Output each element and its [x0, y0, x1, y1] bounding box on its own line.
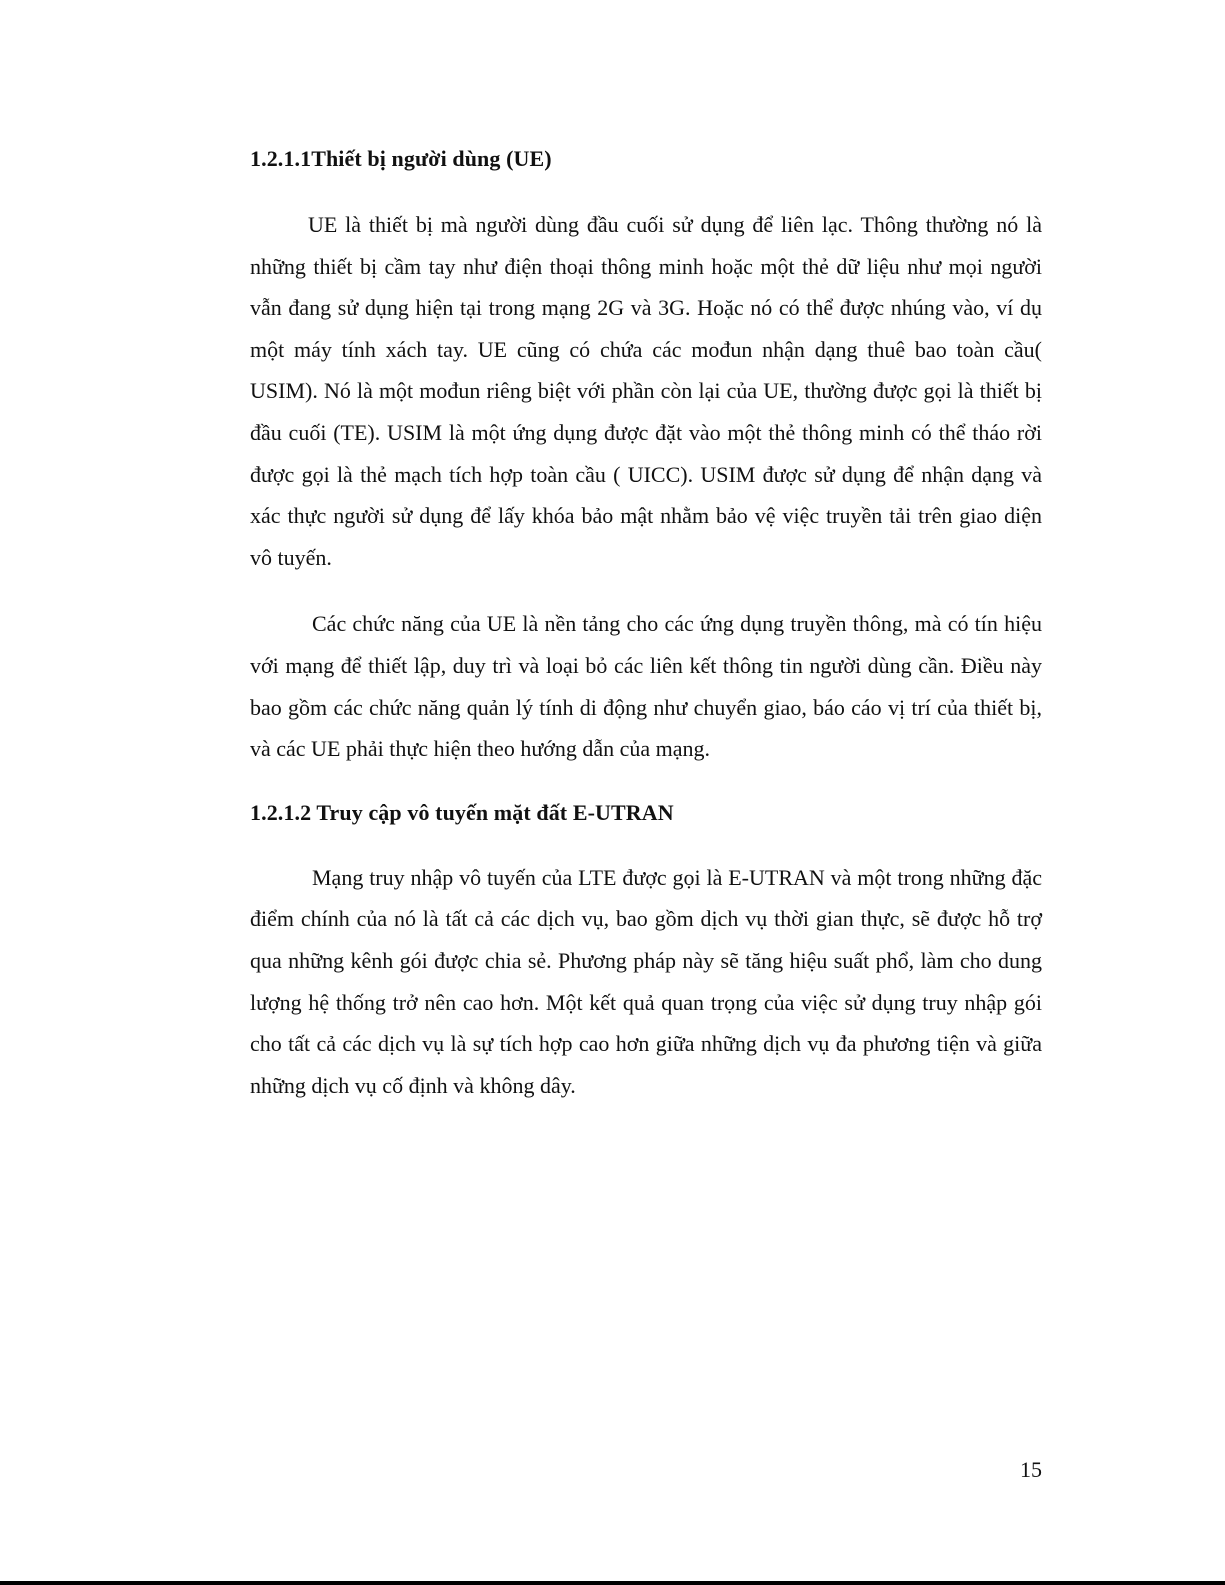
section-heading-ue: 1.2.1.1Thiết bị người dùng (UE): [250, 146, 552, 171]
page-content: [250, 138, 1042, 1106]
section-heading-eutran: 1.2.1.2 Truy cập vô tuyến mặt đất E-UTRAN: [250, 799, 674, 825]
paragraph-eutran: Mạng truy nhập vô tuyến của LTE được gọi là E-UTRAN và một trong những đặc điểm chính của nó là tất cả các dịch vụ, bao gồm dịch vụ thời gian thực, sẽ được hỗ trợ qua những kênh gói được chia sẻ. Phương pháp này sẽ tăng hiệu suất phổ, làm cho dung lượng hệ thống trở nên cao hơn. Một kết quả quan trọng của việc sử dụng truy nhập gói cho tất cả các dịch vụ là sự tích hợp cao hơn giữa những dịch vụ đa phương tiện và giữa những dịch vụ cố định và không dây.: [250, 864, 1042, 1098]
page-number: 15: [1020, 1457, 1042, 1482]
page-bottom-border: [0, 1581, 1225, 1585]
paragraph-ue-definition: UE là thiết bị mà người dùng đầu cuối sử dụng để liên lạc. Thông thường nó là những thiết bị cầm tay như điện thoại thông minh hoặc một thẻ dữ liệu như mọi người vẫn đang sử dụng hiện tại trong mạng 2G và 3G. Hoặc nó có thể được nhúng vào, ví dụ một máy tính xách tay. UE cũng có chứa các mođun nhận dạng thuê bao toàn cầu( USIM). Nó là một mođun riêng biệt với phần còn lại của UE, thường được gọi là thiết bị đầu cuối (TE). USIM là một ứng dụng được đặt vào một thẻ thông minh có thể tháo rời được gọi là thẻ mạch tích hợp toàn cầu ( UICC). USIM được sử dụng để nhận dạng và xác thực người sử dụng để lấy khóa bảo mật nhằm bảo vệ việc truyền tải trên giao diện vô tuyến.: [250, 212, 1042, 570]
paragraph-ue-functions: Các chức năng của UE là nền tảng cho các ứng dụng truyền thông, mà có tín hiệu với mạng để thiết lập, duy trì và loại bỏ các liên kết thông tin người dùng cần. Điều này bao gồm các chức năng quản lý tính di động như chuyển giao, báo cáo vị trí của thiết bị, và các UE phải thực hiện theo hướng dẫn của mạng.: [250, 611, 1042, 762]
